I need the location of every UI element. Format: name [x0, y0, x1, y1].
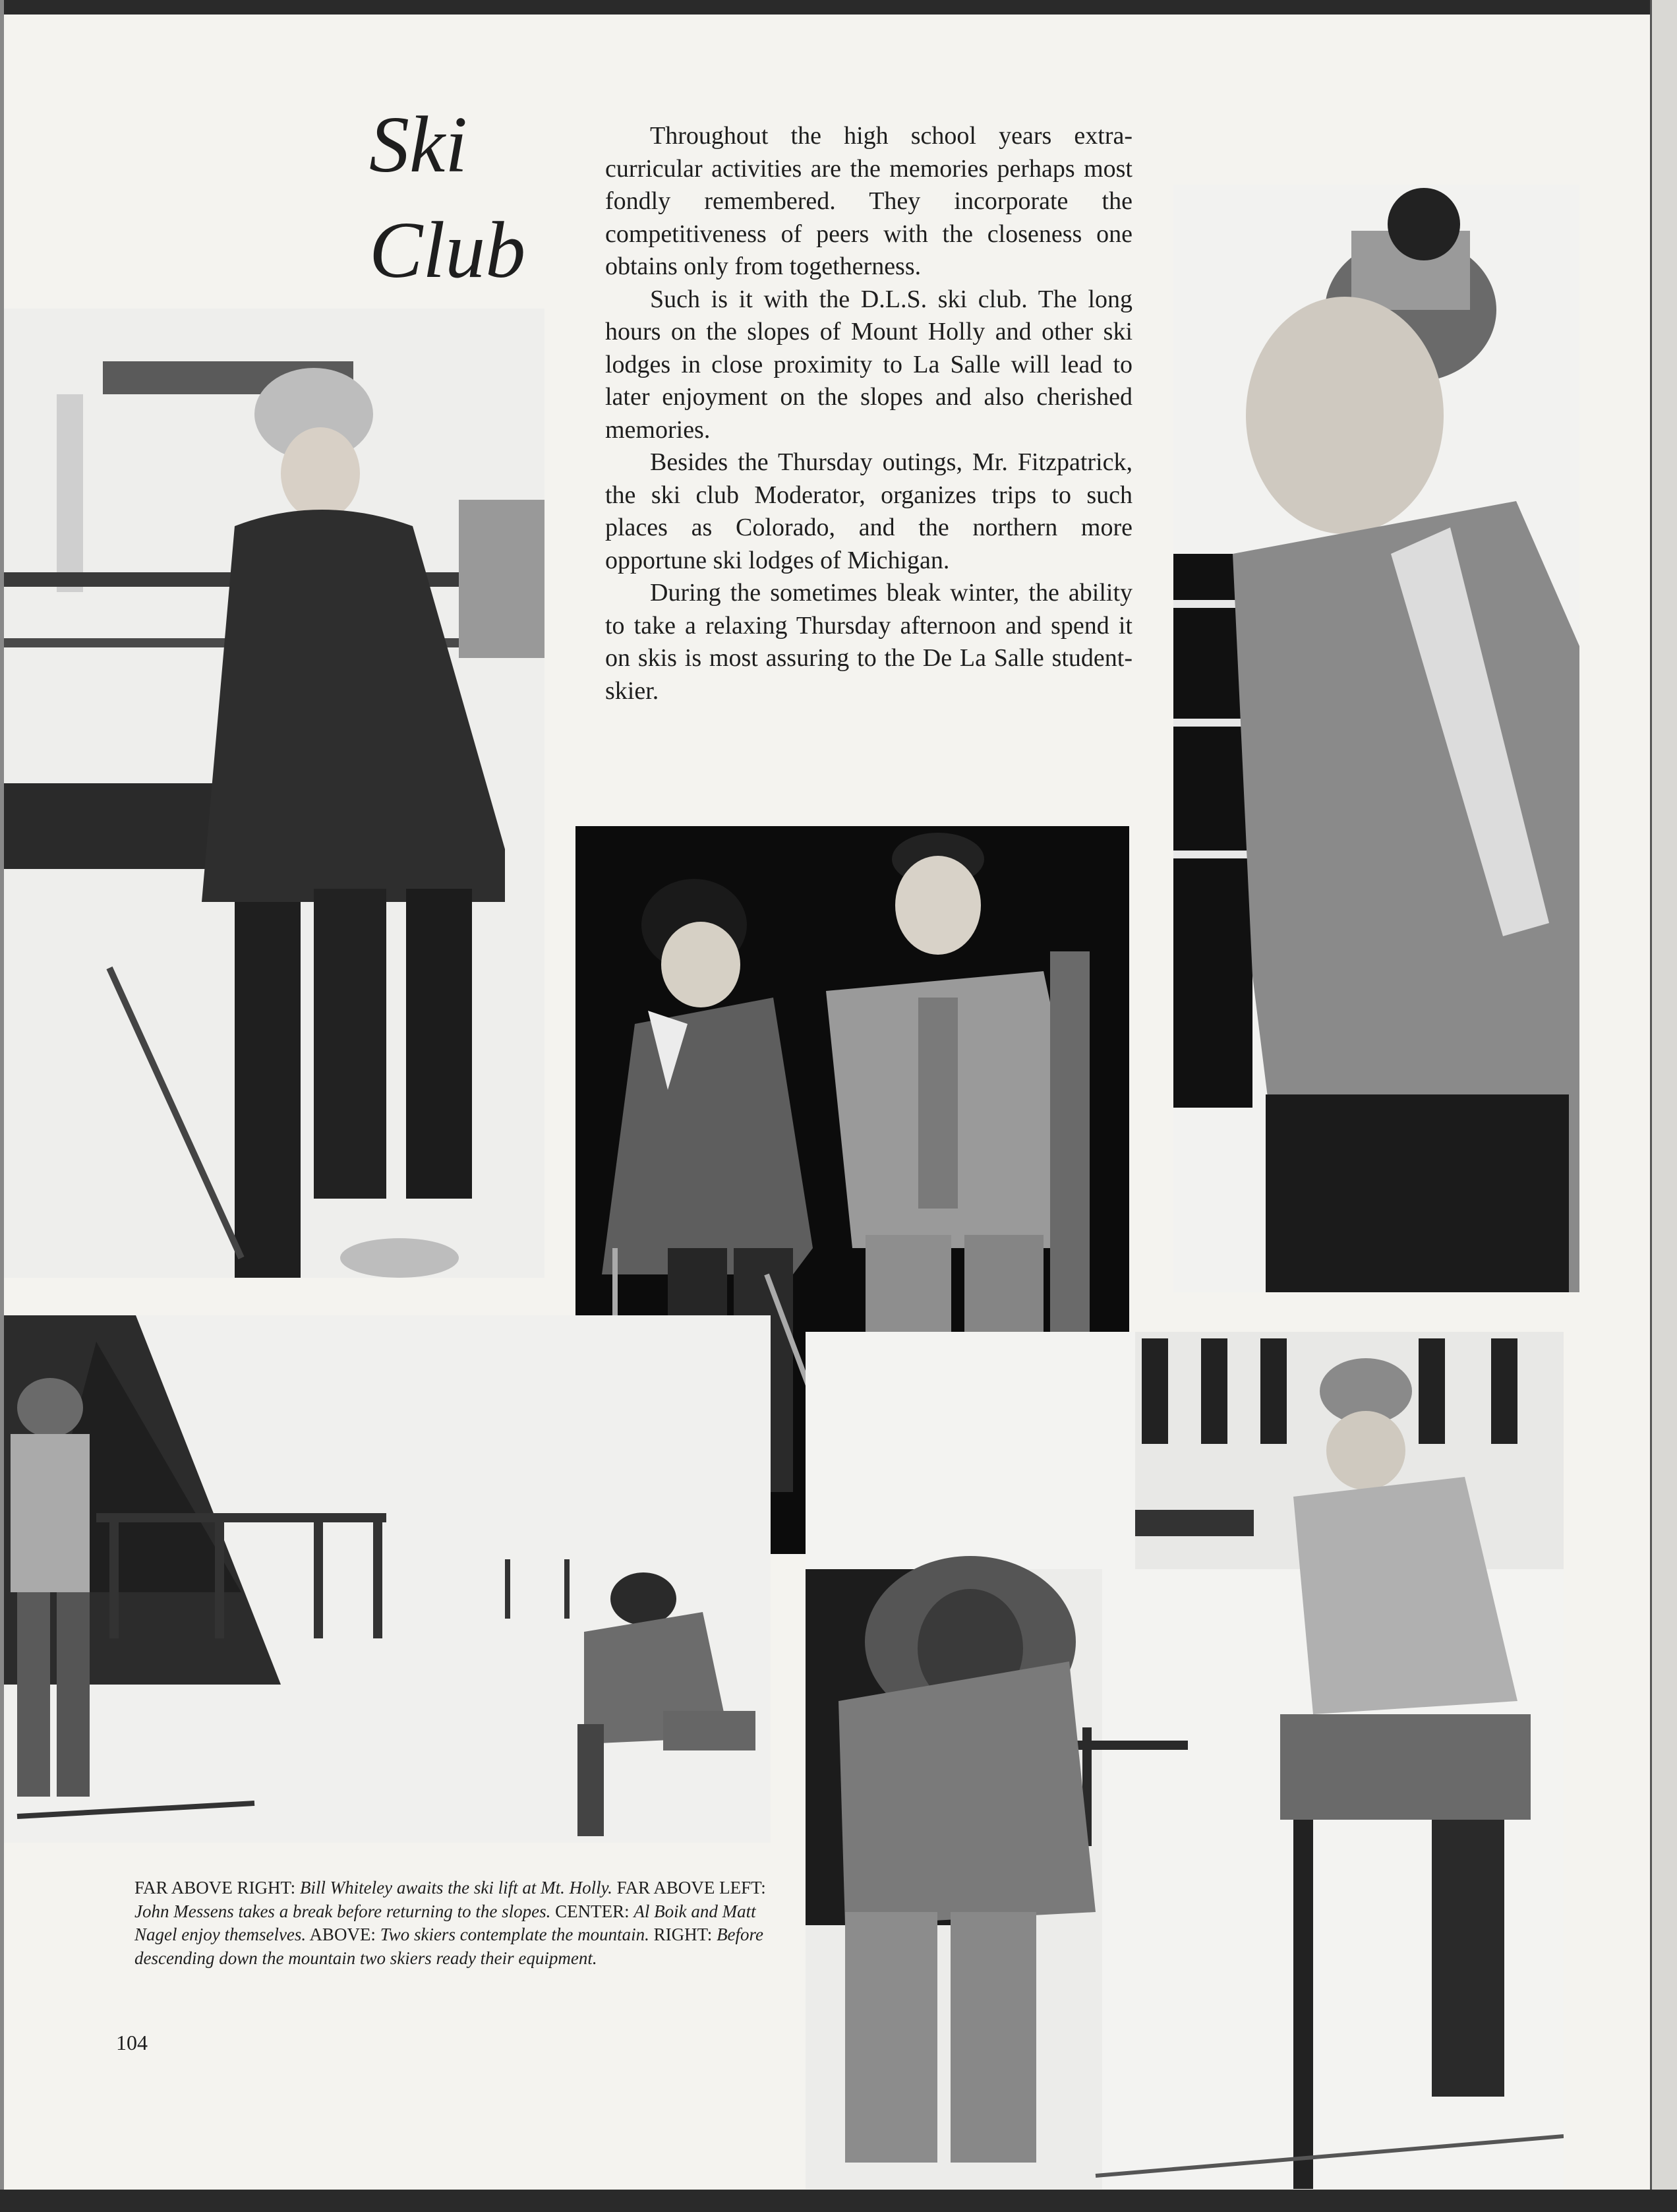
article-body	[605, 120, 1133, 707]
photo-caption	[134, 1876, 780, 1970]
caption-label: CENTER:	[555, 1901, 630, 1921]
title-line-1: Ski	[369, 100, 468, 189]
article-paragraph: Such is it with the D.L.S. ski club. The long hours on the slopes of Mount Holly and other ski lodges in close proximity to La Salle will lead to later enjoyment on the slopes and also cherished memories.	[605, 285, 1133, 444]
photo-right	[806, 1332, 1564, 2189]
page-number: 104	[116, 2031, 148, 2054]
caption-label: FAR ABOVE RIGHT:	[134, 1878, 296, 1898]
caption-label: FAR ABOVE LEFT:	[616, 1878, 766, 1898]
scan-border-right	[1650, 0, 1677, 2212]
photo-far-above-left	[4, 309, 544, 1278]
scan-border-top	[0, 0, 1677, 15]
article-paragraph: Besides the Thursday outings, Mr. Fitzpatrick, the ski club Moderator, organizes trips to such places as Colorado, and the northern more opportune ski lodges of Michigan.	[605, 448, 1133, 574]
article-paragraph: During the sometimes bleak winter, the ability to take a relaxing Thursday afternoon and spend it on skis is most assuring to the De La Salle student-skier.	[605, 579, 1133, 705]
caption-text: Before descending down the mountain two skiers ready their equipment.	[134, 1925, 764, 1968]
caption-label: ABOVE:	[309, 1925, 376, 1944]
caption-text: John Messens takes a break before returning to the slopes.	[134, 1901, 551, 1921]
title-line-2: Club	[369, 206, 526, 295]
caption-text: Al Boik and Matt Nagel enjoy themselves.	[134, 1901, 756, 1944]
caption-label: RIGHT:	[653, 1925, 713, 1944]
article-paragraph: Throughout the high school years extra-curricular activities are the memories perhaps most fondly remembered. They incorporate the competitiveness of peers with the closeness one obtains only from togetherness.	[605, 122, 1133, 280]
caption-text: Two skiers contemplate the mountain.	[380, 1925, 649, 1944]
photo-above	[4, 1315, 771, 1843]
page-title	[369, 92, 525, 303]
scan-border-bottom	[0, 2190, 1677, 2212]
photo-far-above-right	[1173, 185, 1579, 1292]
caption-text: Bill Whiteley awaits the ski lift at Mt. Holly.	[299, 1878, 612, 1898]
